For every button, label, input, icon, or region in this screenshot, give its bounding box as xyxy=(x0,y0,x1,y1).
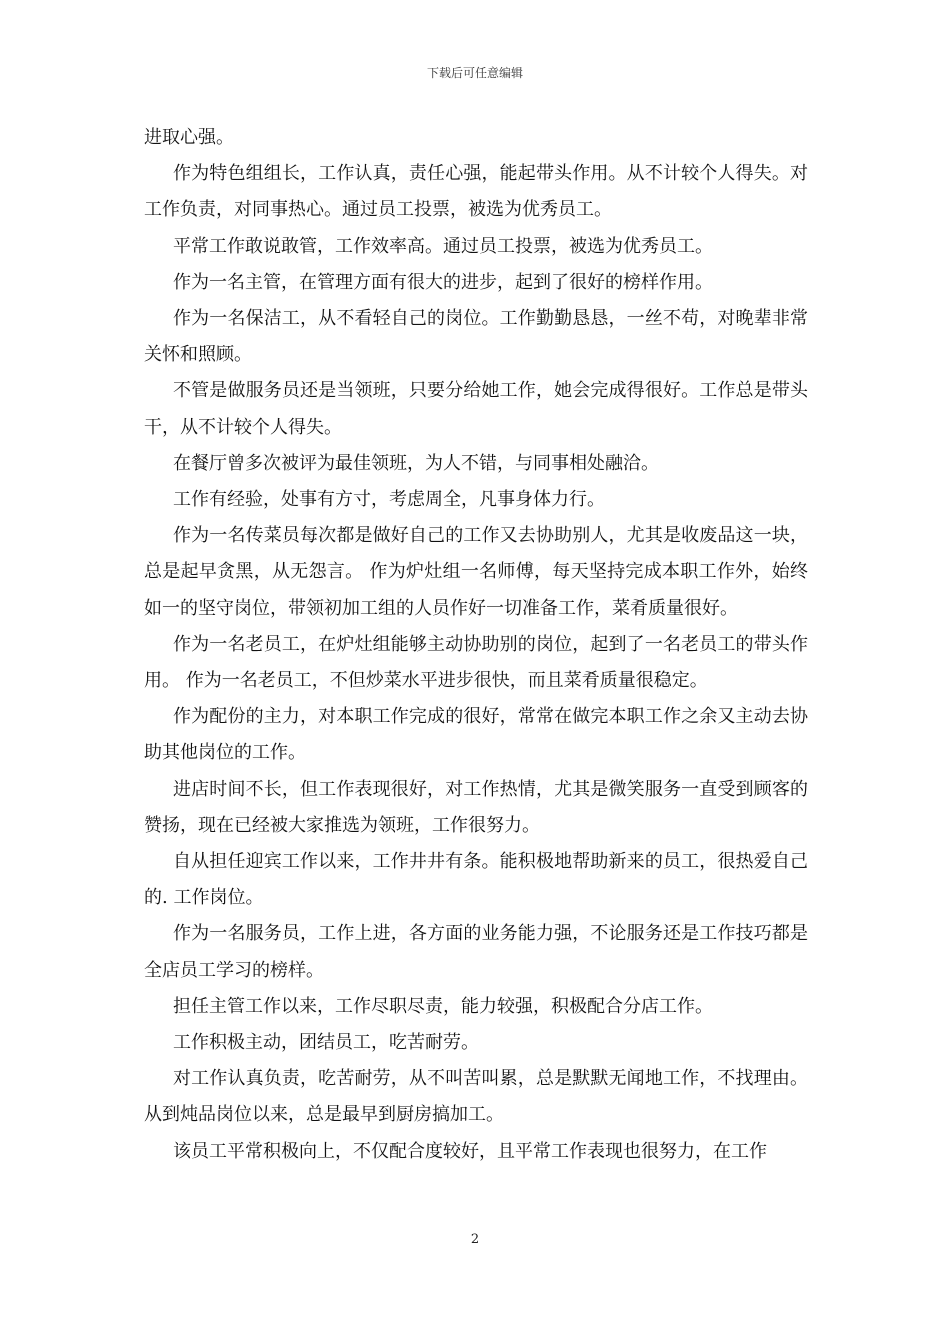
paragraph: 自从担任迎宾工作以来，工作井井有条。能积极地帮助新来的员工，很热爱自己的. 工作岗位。 xyxy=(144,851,808,909)
paragraph: 作为一名保洁工，从不看轻自己的岗位。工作勤勤恳恳，一丝不苟，对晚辈非常关怀和照顾。 xyxy=(144,308,808,366)
paragraph: 平常工作敢说敢管，工作效率高。通过员工投票，被选为优秀员工。 xyxy=(173,235,713,257)
paragraph: 工作积极主动，团结员工，吃苦耐劳。 xyxy=(173,1032,479,1054)
paragraph: 作为一名老员工，在炉灶组能够主动协助别的岗位，起到了一名老员工的带头作用。 作为一名老员工，不但炒菜水平进步很快，而且菜肴质量很稳定。 xyxy=(144,633,808,692)
paragraph: 该员工平常积极向上，不仅配合度较好，且平常工作表现也很努力，在工作 xyxy=(173,1140,767,1162)
paragraph: 作为一名传菜员每次都是做好自己的工作又去协助别人，尤其是收废品这一块，总是起早贪黑，从无怨言。 作为炉灶组一名师傅，每天坚持完成本职工作外，始终如一的坚守岗位，带领初加工组的人员作好一切准备工作，菜肴质量很好。 xyxy=(144,525,808,619)
paragraph: 作为一名服务员，工作上进，各方面的业务能力强，不论服务还是工作技巧都是全店员工学习的榜样。 xyxy=(144,923,808,981)
paragraph: 进店时间不长，但工作表现很好，对工作热情，尤其是微笑服务一直受到顾客的赞扬，现在已经被大家推选为领班，工作很努力。 xyxy=(144,778,808,836)
page-number: 2 xyxy=(470,1232,480,1247)
paragraph: 进取心强。 xyxy=(144,127,234,148)
document-body xyxy=(144,120,808,1170)
paragraph: 不管是做服务员还是当领班，只要分给她工作，她会完成得很好。工作总是带头干，从不计较个人得失。 xyxy=(144,380,808,438)
page-header: 下载后可任意编辑 xyxy=(426,66,523,80)
paragraph: 作为一名主管，在管理方面有很大的进步，起到了很好的榜样作用。 xyxy=(173,271,713,293)
paragraph: 作为特色组组长，工作认真，责任心强，能起带头作用。从不计较个人得失。对工作负责，对同事热心。通过员工投票，被选为优秀员工。 xyxy=(144,163,808,221)
paragraph: 在餐厅曾多次被评为最佳领班，为人不错，与同事相处融洽。 xyxy=(173,452,659,474)
paragraph: 对工作认真负责，吃苦耐劳，从不叫苦叫累，总是默默无闻地工作，不找理由。从到炖品岗位以来，总是最早到厨房搞加工。 xyxy=(144,1068,808,1126)
paragraph: 担任主管工作以来，工作尽职尽责，能力较强，积极配合分店工作。 xyxy=(173,995,713,1017)
paragraph: 工作有经验，处事有方寸，考虑周全，凡事身体力行。 xyxy=(173,489,605,511)
paragraph: 作为配份的主力，对本职工作完成的很好，常常在做完本职工作之余又主动去协助其他岗位的工作。 xyxy=(144,706,808,764)
